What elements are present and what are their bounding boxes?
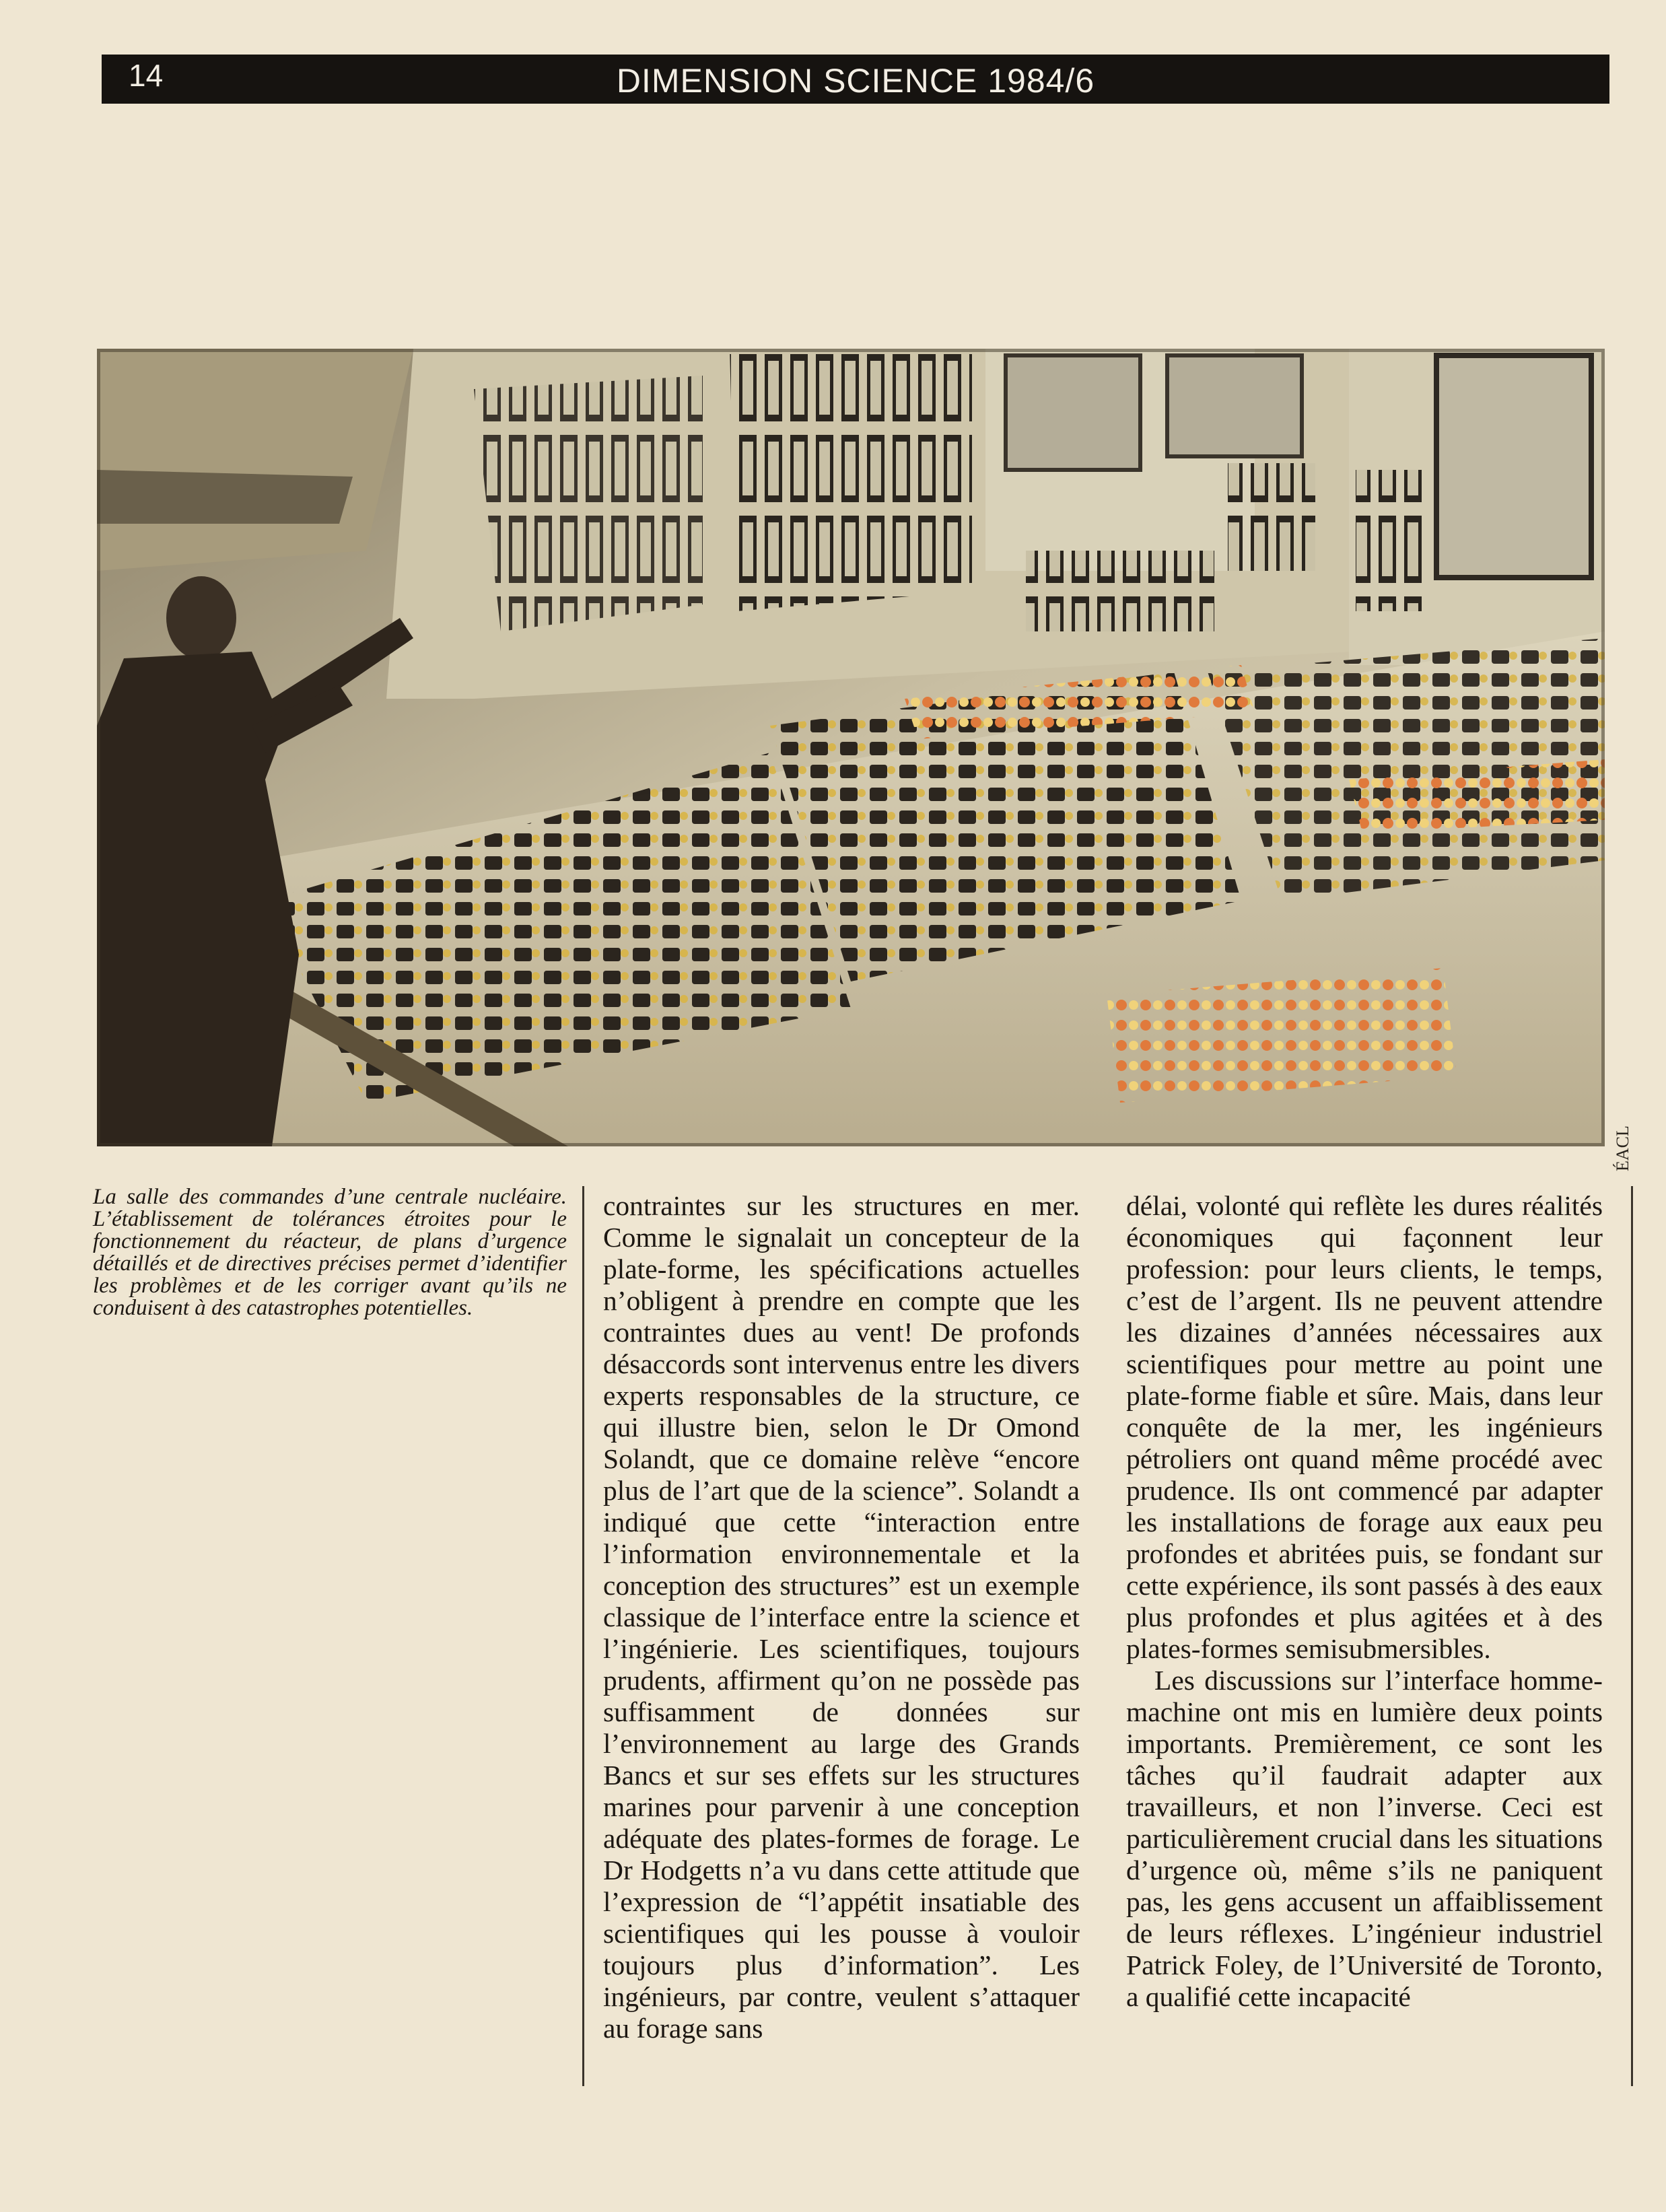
article-paragraph: contraintes sur les structures en mer. Comme le signalait un concepteur de la plate-forme, les spécifications actuelles n’obligent à prendre en compte que les contraintes dues au vent! De profonds désaccords sont intervenus entre les divers experts responsables de la structure, ce qui illustre bien, selon le Dr Omond Solandt, que ce domaine relève “encore plus de l’art que de la science”. Solandt a indiqué que cette “interaction entre l’information environnementale et la conception des structures” est un exemple classique de l’interface entre la science et l’ingénierie. Les scientifiques, toujours prudents, affirment qu’on ne possède pas suffisamment de données sur l’environnement au large des Grands Bancs et sur ses effets sur les structures marines pour parvenir à une conception adéquate des plates-formes de forage. Le Dr Hodgetts n’a vu dans cette attitude que l’expression de “l’appétit insatiable des scientifiques qui les pousse à vouloir toujours plus d’information”. Les ingénieurs, par contre, veulent s’attaquer au forage sans bbox=[603, 1190, 1080, 2044]
article-column-1 bbox=[603, 1190, 1080, 2085]
control-room-photo bbox=[97, 349, 1605, 1146]
photo-credit: ÉACL bbox=[1613, 1126, 1632, 1171]
page-number: 14 bbox=[129, 58, 164, 93]
header-bar bbox=[102, 55, 1609, 104]
photo-caption: La salle des commandes d’une centrale nucléaire. L’établissement de tolérances étroites pour le fonctionnement du réacteur, de plans d’urgence détaillés et de directives précises permet d’identifier les problèmes et de les corriger avant qu’ils ne conduisent à des catastrophes potentielles. bbox=[93, 1185, 567, 1320]
article-column-2 bbox=[1126, 1190, 1603, 2085]
column-rule-right bbox=[1631, 1186, 1633, 2086]
article-paragraph: délai, volonté qui reflète les dures réalités économiques qui façonnent leur profession: pour leurs clients, le temps, c’est de l’argent. Ils ne peuvent attendre les dizaines d’années nécessaires aux scientifiques pour mettre au point une plate-forme fiable et sûre. Mais, dans leur conquête de la mer, les ingénieurs pétroliers ont quand même procédé avec prudence. Ils ont commencé par adapter les installations de forage aux eaux peu profondes et abritées puis, se fondant sur cette expérience, ils sont passés à des eaux plus profondes et plus agitées et à des plates-formes semisubmersibles. bbox=[1126, 1190, 1603, 1664]
article-paragraph: Les discussions sur l’interface homme-machine ont mis en lumière deux points importants. Premièrement, ce sont les tâches qu’il faudrait adapter aux travailleurs, et non l’inverse. Ceci est particulièrement crucial dans les situations d’urgence où, même s’ils ne paniquent pas, les gens accusent un affaiblissement de leurs réflexes. L’ingénieur industriel Patrick Foley, de l’Université de Toronto, a qualifié cette incapacité bbox=[1126, 1665, 1603, 2012]
column-rule-left bbox=[582, 1186, 584, 2086]
running-head: DIMENSION SCIENCE 1984/6 bbox=[616, 62, 1095, 100]
